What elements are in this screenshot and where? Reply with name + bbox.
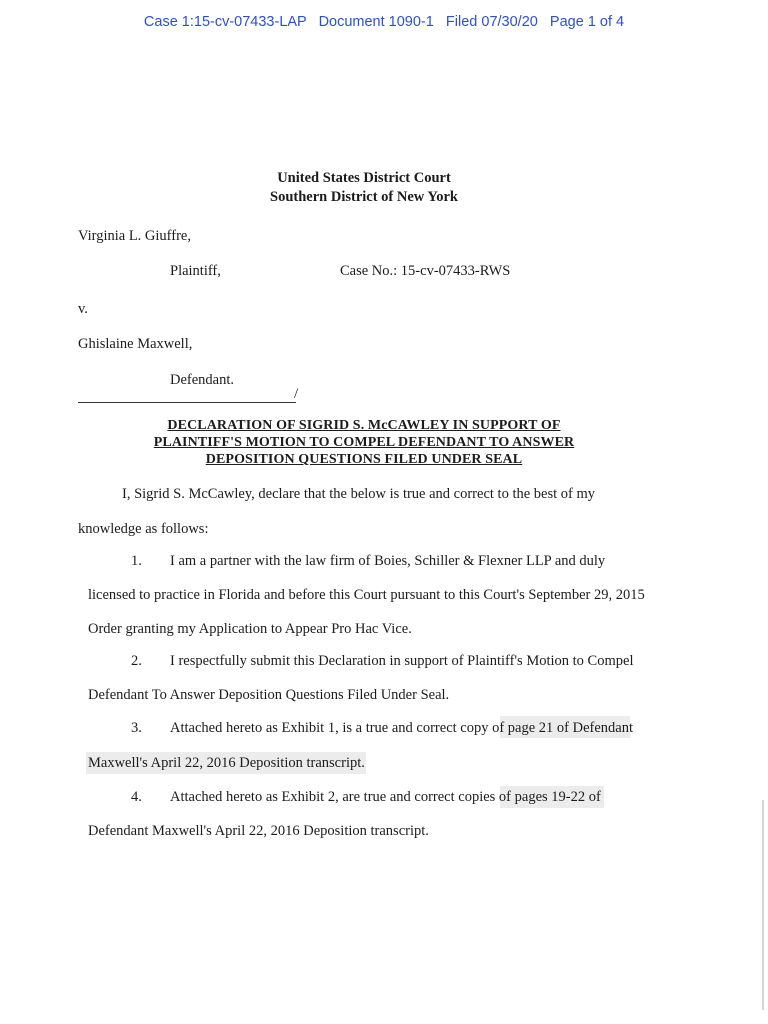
plaintiff-label: Plaintiff, bbox=[170, 263, 221, 279]
para-3-line-2: Maxwell's April 22, 2016 Deposition transcript. bbox=[88, 755, 365, 771]
para-2-line-2: Defendant To Answer Deposition Questions Filed Under Seal. bbox=[88, 687, 450, 703]
ecf-header bbox=[0, 14, 768, 30]
intro-line-1: I, Sigrid S. McCawley, declare that the below is true and correct to the best of my bbox=[122, 486, 595, 502]
title-line-2: PLAINTIFF'S MOTION TO COMPEL DEFENDANT TO ANSWER bbox=[153, 435, 575, 450]
title-line-1: DECLARATION OF SIGRID S. McCAWLEY IN SUPPORT OF bbox=[167, 418, 561, 433]
para-3-line-1: Attached hereto as Exhibit 1, is a true and correct copy of page 21 of Defendant bbox=[170, 720, 634, 736]
header-document: Document 1090-1 bbox=[318, 14, 434, 30]
court-name: United States District Court bbox=[277, 170, 451, 186]
defendant-label: Defendant. bbox=[170, 372, 235, 388]
court-district: Southern District of New York bbox=[270, 189, 458, 205]
para-1-number: 1. bbox=[131, 553, 142, 569]
para-1-line-1: I am a partner with the law firm of Boies, Schiller & Flexner LLP and duly bbox=[170, 553, 606, 569]
defendant-name: Ghislaine Maxwell, bbox=[78, 336, 193, 352]
versus: v. bbox=[78, 301, 88, 317]
para-3-number: 3. bbox=[131, 720, 142, 736]
header-case: Case 1:15-cv-07433-LAP bbox=[143, 14, 307, 30]
para-1-line-3: Order granting my Application to Appear Pro Hac Vice. bbox=[88, 621, 412, 637]
para-4-line-2: Defendant Maxwell's April 22, 2016 Deposition transcript. bbox=[88, 823, 429, 839]
para-2-number: 2. bbox=[131, 653, 142, 669]
para-1-line-2: licensed to practice in Florida and before this Court pursuant to this Court's September 29, 2015 bbox=[88, 587, 645, 603]
case-number: Case No.: 15-cv-07433-RWS bbox=[340, 263, 511, 279]
plaintiff-name: Virginia L. Giuffre, bbox=[78, 228, 191, 244]
header-page: Page 1 of 4 bbox=[549, 14, 625, 30]
para-4-line-1: Attached hereto as Exhibit 2, are true and correct copies of pages 19-22 of bbox=[170, 789, 601, 805]
para-4-number: 4. bbox=[131, 789, 142, 805]
para-2-line-1: I respectfully submit this Declaration in support of Plaintiff's Motion to Compel bbox=[170, 653, 634, 669]
intro-line-2: knowledge as follows: bbox=[78, 521, 209, 537]
caption-rule bbox=[78, 402, 296, 403]
title-line-3: DEPOSITION QUESTIONS FILED UNDER SEAL bbox=[205, 452, 523, 467]
header-filed: Filed 07/30/20 bbox=[445, 14, 538, 30]
caption-slash: / bbox=[294, 386, 299, 402]
scan-edge-shadow bbox=[762, 800, 764, 1010]
